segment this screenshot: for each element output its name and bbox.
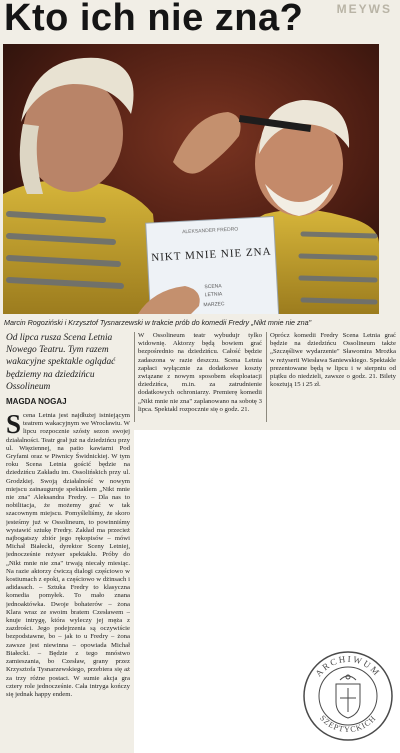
article-column-3: Oprócz komedii Fredry Scena Letnia grać będzie na dziedzińcu Ossolineum także „Szczęśliwe wydarzenie" Sławomira Mrożka w reżyserii Wiesława Saniewskiego. Spektakle prezentowane będą w lipcu i w sierpniu od piątku do niedzieli, zawsze o godz. 21. Bilety kosztują 15 i 25 zł. [270,332,396,389]
script-title: NIKT MNIE NIE ZNA [150,245,272,264]
column-1-text: cena Letnia jest najdłużej istniejącym teatrem wakacyjnym we Wrocławiu. W lipcu rozpocznie szósty sezon swojej działalności. Teatr grał już na dziedzińcu przy ul. Więziennej, na patio kawiarni Pod Gryfami oraz w Piwnicy Świdnickiej. W tym roku Scena Letnia gościć będzie na dziedzińcu Zakładu im. Ossolińskich przy ul. Grodzkiej. Swoją działalność w nowym miejscu zainauguruje spektaklem „Nikt mnie nie zna" Aleksandra Fredry. – Dla nas to nobilitacja, że możemy grać w tak szacownym miejscu. Pomyśleliśmy, że skoro jesteśmy już w Ossolineum, to powinniśmy wystawić sztukę Fredry. Zakład ma przecież najbogatszy zbiór jego rękopisów – mówi Michał Białecki, dyrektor Sceny Letniej, jednocześnie reżyser spektaklu. Próby do „Nikt mnie nie zna" trwają niecały miesiąc. Na razie aktorzy ćwiczą dialogi częściowo w kostiumach z epoki, a częściowo w dżinsach i adidasach. – Sztuka Fredry to klasyczna komedia pomyłek. To mało znana jednoaktówka. Dwoje bohaterów – żona Klara wraz ze swoim bratem Czesławem – knuje intrygę, która wyleczy jej męża z zazdrości. Jego podejrzenia są oczywiście bezpodstawne, bo – jak to u Fredry – żona zawsze jest niewinna – opowiada Michał Białecki. – Będzie z tego mnóstwo zamieszania, bo Czesław, grany przez Krzysztofa Tysnarzewskiego, przebiera się aż za trzy różne postaci. W sumie akcja gra cztery role jednocześnie. Cała intryga kończy się jednak happy endem. [6,412,130,698]
article-column-2: W Ossolineum teatr wybudujr tylko widownię. Aktorzy będą bowiem grać bezpośrednio na dziedzińcu. Całość będzie zadaszona w razie deszczu. Scena Letnia zapłaci wyłącznie za dodatkowe koszty związane z nowym sposobem eksploatacji dziedzińca, m.in. za zatrudnienie dodatkowych ochroniarzy. Premierę komedii „Nikt mnie nie zna" zaplanowano na sobotę 3 lipca. Spektakl rozpocznie się o godz. 21. [138,332,262,413]
article-photo [3,44,379,314]
script-line-c: MARZEC [203,301,225,309]
stamp-bottom-text: SZEPTYCKICH [318,713,378,735]
archive-stamp-graphic [302,650,394,742]
headline: Kto ich nie zna? [4,0,304,39]
svg-text:SZEPTYCKICH [318,713,378,734]
photo-caption: Marcin Rogoziński i Krzysztof Tysnarzewski w trakcie prób do komedii Fredry „Nikt mnie nie zna" [4,318,312,327]
column-divider [134,332,135,422]
column-divider [266,332,267,422]
script-line-a: SCENA [204,283,222,291]
archive-stamp [302,650,394,742]
article-author: MAGDA NOGAJ [6,397,67,406]
article-lead: Od lipca rusza Scena Letnia Nowego Teatru. Tym razem wakacyjne spektakle oglądać będziemy na dziedzińcu Ossolineum [6,333,116,392]
stamp-top-text: ARCHIWUM [313,653,383,679]
script-author: ALEKSANDER FREDRO [181,226,239,236]
coat-of-arms-icon [336,675,360,718]
ghost-header-text: MEYWS [336,2,392,16]
drop-cap: S [6,412,22,439]
script-line-b: LETNIA [204,291,223,299]
article-column-1 [6,412,130,752]
photo-illustration [3,44,379,314]
